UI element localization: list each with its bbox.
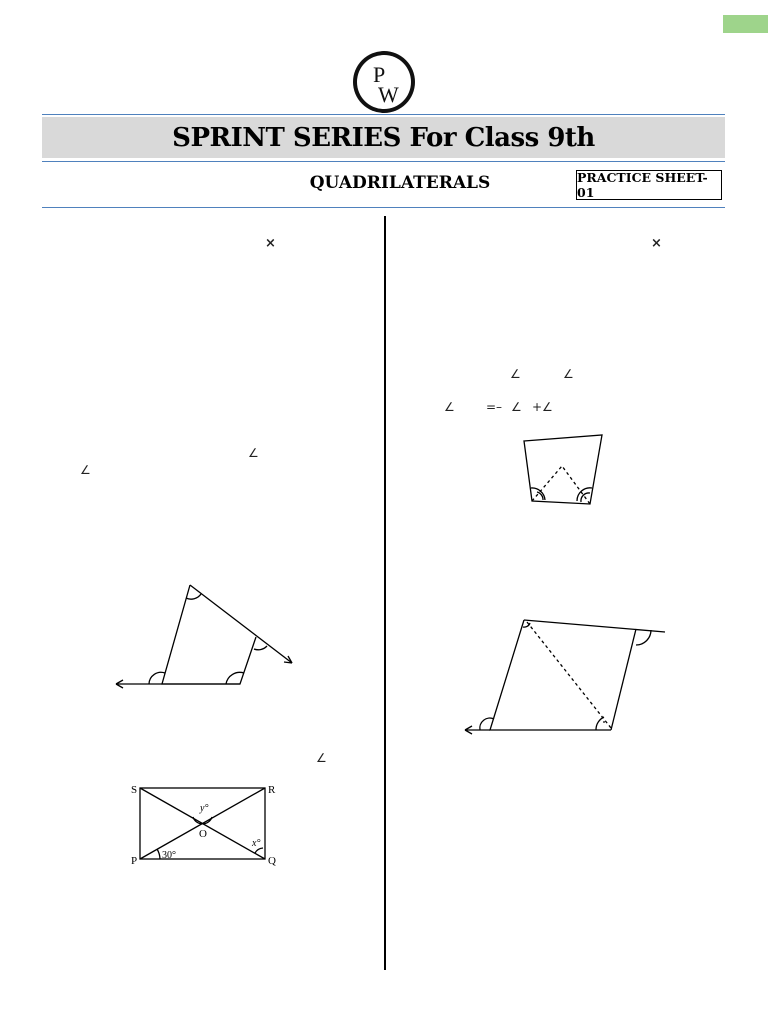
- angle-label-30: 30°: [162, 850, 176, 861]
- angle-label-y: y°: [200, 803, 209, 814]
- practice-sheet-badge: [576, 170, 722, 200]
- angle-mark-right-3: ∠: [444, 400, 455, 414]
- angle-mark-left-3: ∠: [316, 751, 327, 765]
- svg-text:P: P: [373, 62, 386, 87]
- practice-sheet-label: PRACTICE SHEET-01: [577, 170, 708, 200]
- center-label-o: O: [199, 828, 207, 840]
- page-title: SPRINT SERIES For Class 9th: [172, 122, 595, 153]
- angle-mark-right-5: +∠: [532, 400, 553, 414]
- angle-mark-right-1: ∠: [510, 367, 521, 381]
- vertex-label-p: P: [131, 855, 138, 867]
- header-rule-bottom: [42, 207, 725, 208]
- vertex-label-q: Q: [268, 855, 276, 867]
- topic-title: QUADRILATERALS: [309, 173, 491, 193]
- header-rule-top: [42, 114, 725, 115]
- times-mark-right: ×: [651, 236, 662, 251]
- header-rule-middle: [42, 161, 725, 162]
- svg-text:W: W: [378, 82, 399, 107]
- angle-mark-right-4: ∠: [511, 400, 522, 414]
- times-mark-left: ×: [265, 236, 276, 251]
- corner-tab: [723, 15, 768, 33]
- vertex-label-r: R: [268, 784, 276, 796]
- pw-logo: [352, 50, 416, 114]
- angle-label-x: x°: [252, 838, 261, 849]
- angle-mark-right-2: ∠: [563, 367, 574, 381]
- title-band: [42, 117, 725, 158]
- equals-minus-sign: =–: [486, 400, 503, 414]
- vertex-label-s: S: [131, 784, 138, 796]
- column-divider: [384, 216, 386, 970]
- angle-mark-left-1: ∠: [248, 446, 259, 460]
- angle-mark-left-2: ∠: [80, 463, 91, 477]
